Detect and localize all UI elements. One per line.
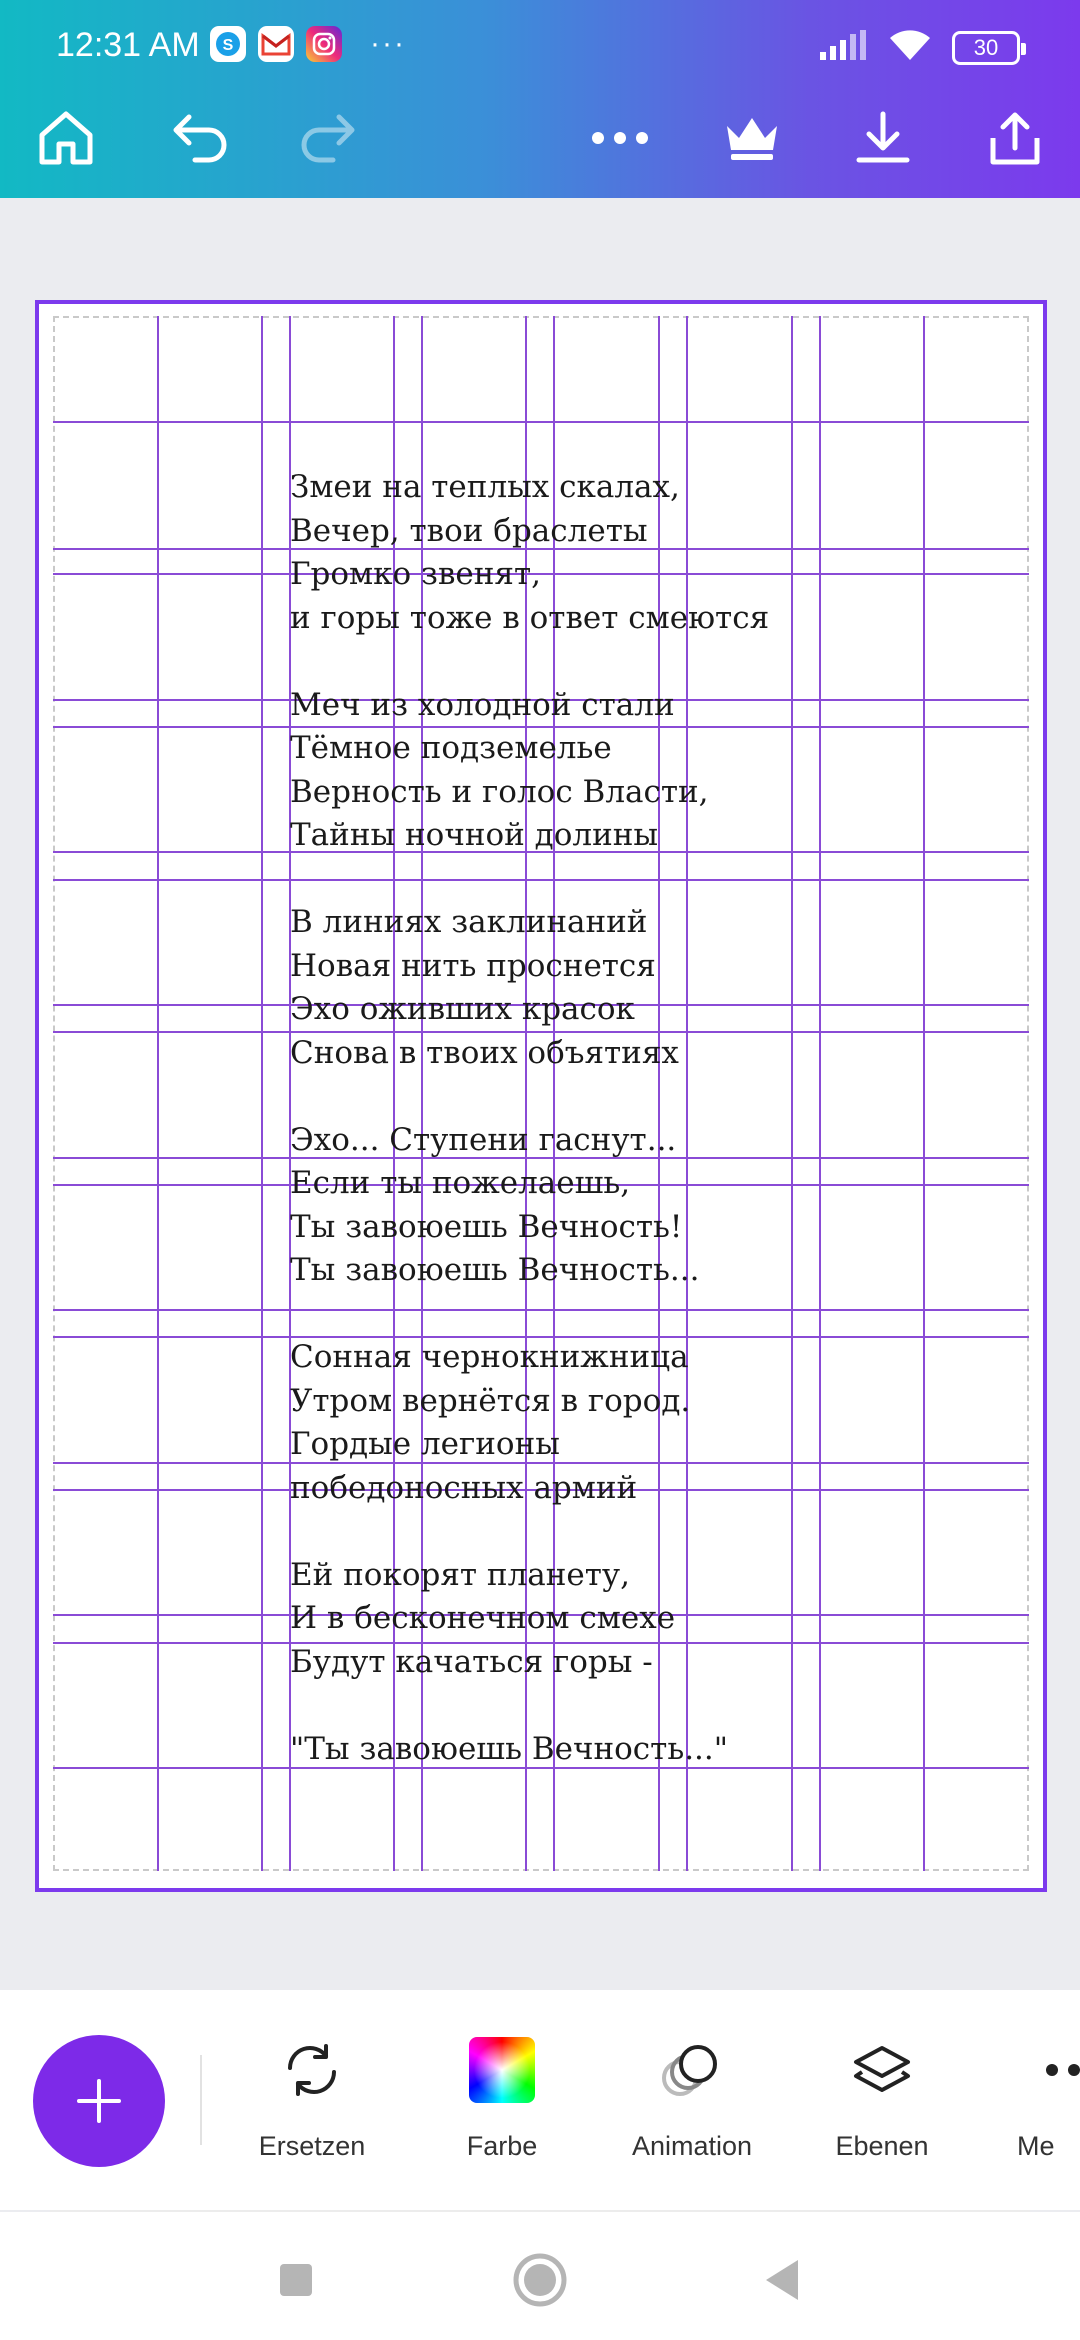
instagram-icon [306, 26, 342, 62]
poem-stanza [290, 1336, 990, 1510]
share-button[interactable] [975, 98, 1055, 178]
layers-tool[interactable] [787, 2035, 977, 2175]
home-button[interactable] [26, 98, 106, 178]
poem-line: Верность и голос Власти, [290, 773, 709, 810]
poem-line: И в бесконечном смехе [290, 1600, 676, 1636]
signal-icon [820, 30, 868, 65]
poem-line: Змеи на теплых скалах, [290, 469, 680, 505]
poem-line: Ты завоюешь Вечность... [290, 1252, 700, 1288]
poem-stanza [290, 1554, 990, 1685]
download-icon [855, 110, 911, 166]
color-label: Farbe [466, 2131, 538, 2161]
poem-line: победоносных армий [290, 1469, 638, 1506]
share-icon [987, 110, 1043, 166]
top-header [0, 0, 1080, 198]
poem-line: Ей покорят планету, [290, 1556, 631, 1593]
home-icon [37, 110, 95, 166]
poem-line: Громко звенят, [290, 556, 541, 592]
poem-line: Меч из холодной стали [290, 686, 675, 723]
animation-tool[interactable] [597, 2035, 787, 2175]
home-nav-button[interactable] [510, 2250, 570, 2310]
layers-label: Ebenen [835, 2131, 929, 2161]
replace-icon [282, 2040, 342, 2100]
system-status [820, 28, 1020, 67]
download-button[interactable] [843, 98, 923, 178]
poem-line: Утром вернётся в город. [290, 1382, 691, 1419]
more-icon [1043, 2060, 1080, 2080]
more-notifications-icon: ··· [370, 27, 406, 60]
wifi-icon [888, 28, 932, 67]
notification-icons [210, 26, 406, 62]
color-tool[interactable] [407, 2035, 597, 2175]
poem-text-box[interactable] [290, 466, 990, 1815]
undo-icon [171, 113, 229, 163]
replace-tool[interactable] [217, 2035, 407, 2175]
poem-line: Ты завоюешь Вечность! [290, 1208, 683, 1245]
battery-icon: 30 [952, 31, 1020, 65]
poem-line: Гордые легионы [290, 1426, 560, 1462]
triangle-back-icon [762, 2258, 802, 2302]
poem-stanza [290, 466, 990, 640]
undo-button[interactable] [160, 98, 240, 178]
premium-button[interactable] [712, 98, 792, 178]
add-element-button[interactable] [33, 2035, 165, 2167]
poem-line: Тёмное подземелье [290, 730, 612, 766]
poem-line: Эхо оживших красок [290, 991, 635, 1027]
poem-line: Вечер, твои браслеты [290, 512, 648, 549]
recents-button[interactable] [266, 2250, 326, 2310]
plus-icon [75, 2077, 123, 2125]
gmail-icon [258, 26, 294, 62]
poem-line: Если ты пожелаешь, [290, 1165, 631, 1201]
poem-stanza [290, 684, 990, 858]
poem-stanza [290, 1728, 990, 1772]
back-button[interactable] [752, 2250, 812, 2310]
poem-line: Снова в твоих объятиях [290, 1034, 679, 1071]
toolbar-divider [200, 2055, 202, 2145]
poem-stanza [290, 901, 990, 1075]
poem-line: Сонная чернокнижница [290, 1339, 689, 1375]
replace-label: Ersetzen [258, 2131, 366, 2161]
circle-icon [512, 2252, 568, 2308]
system-nav-bar [0, 2212, 1080, 2340]
square-icon [278, 2262, 314, 2298]
status-bar [0, 0, 1080, 90]
poem-line: и горы тоже в ответ смеются [290, 599, 770, 636]
poem-line: В линиях заклинаний [290, 904, 648, 940]
poem-line: Новая нить проснется [290, 947, 656, 984]
poem-line: "Ты завоюешь Вечность..." [290, 1730, 729, 1767]
poem-line: Тайны ночной долины [290, 817, 659, 853]
crown-icon [723, 114, 781, 162]
more-options-button[interactable] [580, 98, 660, 178]
poem-line: Эхо... Ступени гаснут... [290, 1121, 677, 1158]
bottom-toolbar [0, 1990, 1080, 2210]
color-swatch-icon [469, 2037, 535, 2103]
svg-text:S: S [222, 37, 234, 54]
layers-icon [852, 2042, 912, 2098]
editor-app-bar [0, 90, 1080, 198]
ellipsis-icon [590, 131, 650, 145]
poem-stanza [290, 1119, 990, 1293]
status-time: 12:31 AM [56, 26, 200, 64]
redo-button[interactable] [288, 98, 368, 178]
skype-icon [210, 26, 246, 62]
animation-icon [660, 2040, 724, 2100]
animation-label: Animation [631, 2131, 753, 2161]
more-label: Me [1017, 2131, 1055, 2161]
more-tool[interactable] [977, 2035, 1080, 2175]
poem-line: Будут качаться горы - [290, 1643, 653, 1680]
redo-icon [299, 113, 357, 163]
